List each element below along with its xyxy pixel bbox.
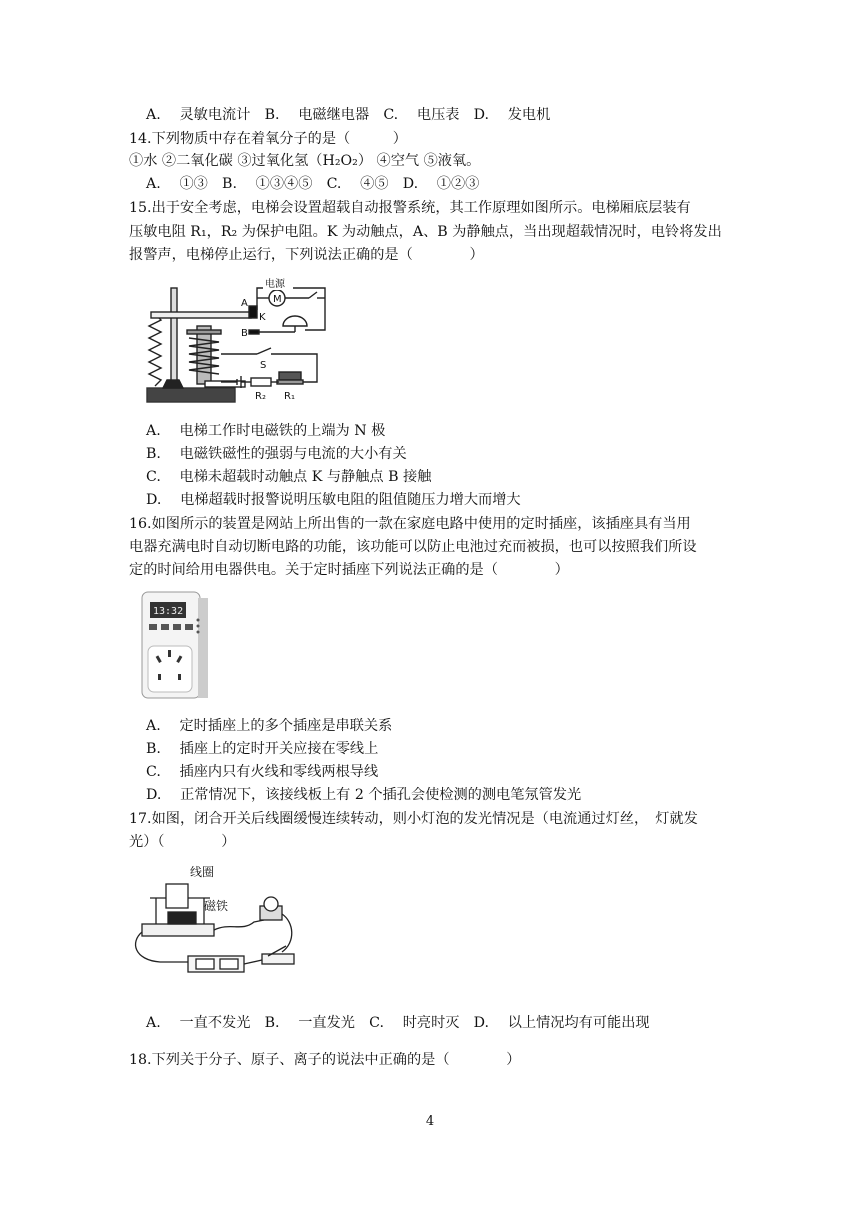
timer-display-text: 13:32 [153, 606, 184, 617]
label-coil: 线圈 [190, 865, 215, 879]
q16-option-c: C. 插座内只有火线和零线两根导线 [146, 764, 379, 780]
label-r2: R₂ [255, 391, 266, 402]
q16-stem-line-3: 定的时间给用电器供电。关于定时插座下列说法正确的是（ ） [129, 562, 569, 578]
q16-stem-line-1: 16.如图所示的装置是网站上所出售的一款在家庭电路中使用的定时插座，该插座具有当用 [129, 516, 691, 532]
q14-items: ①水 ②二氧化碳 ③过氧化氢（H₂O₂） ④空气 ⑤液氧。 [129, 153, 481, 169]
q17-stem-line-1: 17.如图，闭合开关后线圈缓慢连续转动，则小灯泡的发光情况是（电流通过灯丝， 灯就发 [129, 811, 698, 827]
q17-stem-line-2: 光）（ ） [129, 834, 236, 850]
q15-stem-line-1: 15.出于安全考虑，电梯会设置超载自动报警系统，其工作原理如图所示。电梯厢底层装有 [129, 200, 691, 216]
page-number: 4 [425, 1114, 435, 1129]
q16-stem-line-2: 电器充满电时自动切断电路的功能，该功能可以防止电池过充而被损，也可以按照我们所设 [129, 539, 697, 555]
q18-stem: 18.下列关于分子、原子、离子的说法中正确的是（ ） [129, 1052, 521, 1068]
q15-stem-line-2: 压敏电阻 R₁，R₂ 为保护电阻。K 为动触点，A、B 为静触点，当出现超载情况时，电铃将发出 [129, 224, 722, 240]
coil-magnet-bulb-figure [130, 862, 300, 977]
q17-options: A. 一直不发光 B. 一直发光 C. 时亮时灭 D. 以上情况均有可能出现 [146, 1015, 650, 1031]
q16-option-d: D. 正常情况下，该接线板上有 2 个插孔会使检测的测电笔氖管发光 [146, 787, 582, 803]
q15-option-a: A. 电梯工作时电磁铁的上端为 N 极 [146, 423, 386, 439]
label-power: 电源 [265, 279, 285, 290]
elevator-alarm-circuit-figure [145, 268, 330, 408]
q15-option-c: C. 电梯未超载时动触点 K 与静触点 B 接触 [146, 469, 432, 485]
label-a: A [241, 298, 248, 309]
label-magnet: 磁铁 [204, 899, 229, 913]
label-s: S [260, 360, 267, 371]
label-motor: M [273, 294, 282, 305]
q15-option-d: D. 电梯超载时报警说明压敏电阻的阻值随压力增大而增大 [146, 492, 521, 508]
q14-options: A. ①③ B. ①③④⑤ C. ④⑤ D. ①②③ [146, 176, 480, 192]
q15-stem-line-3: 报警声，电梯停止运行，下列说法正确的是（ ） [129, 247, 484, 263]
q15-option-b: B. 电磁铁磁性的强弱与电流的大小有关 [146, 446, 407, 462]
q13-options: A. 灵敏电流计 B. 电磁继电器 C. 电压表 D. 发电机 [146, 107, 551, 123]
label-k: K [259, 312, 266, 323]
q14-stem: 14.下列物质中存在着氧分子的是（ ） [129, 131, 407, 147]
q16-option-b: B. 插座上的定时开关应接在零线上 [146, 741, 379, 757]
timer-socket-figure [140, 590, 212, 702]
label-b: B [241, 328, 248, 339]
q16-option-a: A. 定时插座上的多个插座是串联关系 [146, 718, 393, 734]
label-r1: R₁ [284, 391, 295, 402]
